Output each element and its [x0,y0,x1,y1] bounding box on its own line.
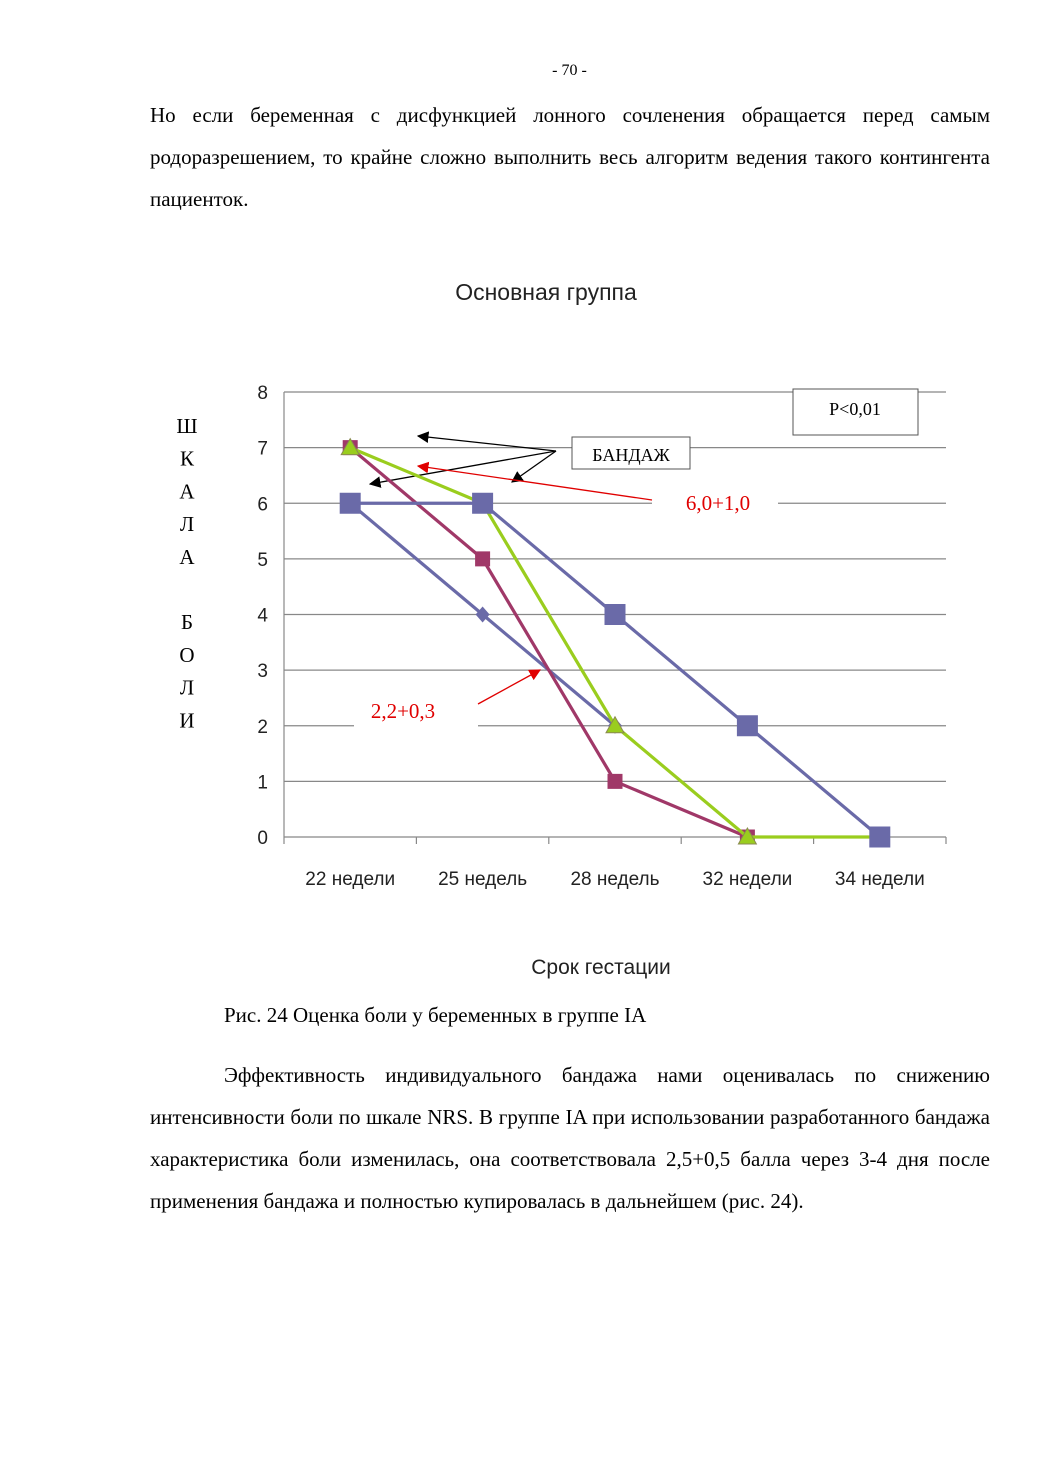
data-point [737,715,758,736]
page-number: - 70 - [552,62,587,79]
y-axis-label-char: И [179,708,195,733]
data-point [475,551,490,566]
bandage-arrow-1 [418,436,556,451]
label-lower-arrow [478,670,540,704]
paragraph-results: Эффективность индивидуального бандажа нами оценивалась по снижению интенсивности боли по шкале NRS. В группе IA при использовании разработанного бандажа характеристика боли изменилась, она соответствовала 2,5+0,5 балла через 3-4 дня после применения бандажа и полностью купировалась в дальнейшем (рис. 24). [150,1063,990,1213]
x-tick-label: 25 недель [438,869,528,890]
label-upper: 6,0+1,0 [685,491,751,515]
bandage-arrow-3 [512,451,556,482]
y-tick-label: 3 [257,661,268,683]
data-point [605,604,626,625]
y-axis-label-char: Ш [176,414,198,438]
y-axis-label-char: Л [179,512,195,537]
bandage-label: БАНДАЖ [592,445,670,465]
label-lower: 2,2+0,3 [370,699,436,723]
y-axis-label-char: А [179,479,195,504]
y-tick-label: 2 [257,716,268,738]
pain-score-chart [0,260,1039,990]
label-upper-arrow [418,466,652,500]
y-axis-label-char: О [179,642,195,667]
y-tick-label: 8 [257,383,268,404]
x-tick-labels [305,869,924,890]
y-axis-label-char: Л [179,675,195,700]
x-tick-label: 28 недель [570,869,660,890]
paragraph-intro: Но если беременная с дисфункцией лонного сочленения обращается перед самым родоразрешением, то крайне сложно выполнить весь алгоритм ведения такого контингента пациенток. [150,103,990,211]
x-tick-label: 22 недели [305,869,396,890]
x-tick-label: 32 недели [702,869,793,890]
y-tick-label: 6 [257,494,268,516]
y-axis-label-char: Б [180,610,194,635]
y-tick-label: 0 [257,828,268,849]
data-point [340,493,361,514]
chart-title: Основная группа [455,279,637,305]
p-value-label: P<0,01 [829,399,881,419]
y-tick-label: 5 [257,549,268,571]
y-tick-label: 1 [257,772,268,794]
figure-caption: Рис. 24 Оценка боли у беременных в группе IA [224,1003,647,1027]
data-point [472,493,493,514]
y-axis-label-char: К [179,446,195,471]
y-tick-label: 4 [257,605,268,627]
y-tick-labels [257,383,268,849]
data-point [869,827,890,848]
x-axis-title: Срок гестации [531,956,671,979]
chart-series [340,439,891,848]
y-axis-label [176,414,197,732]
y-tick-label: 7 [257,438,268,460]
x-tick-label: 34 недели [834,869,925,890]
data-point [608,774,623,789]
y-axis-label-char: А [179,544,195,569]
